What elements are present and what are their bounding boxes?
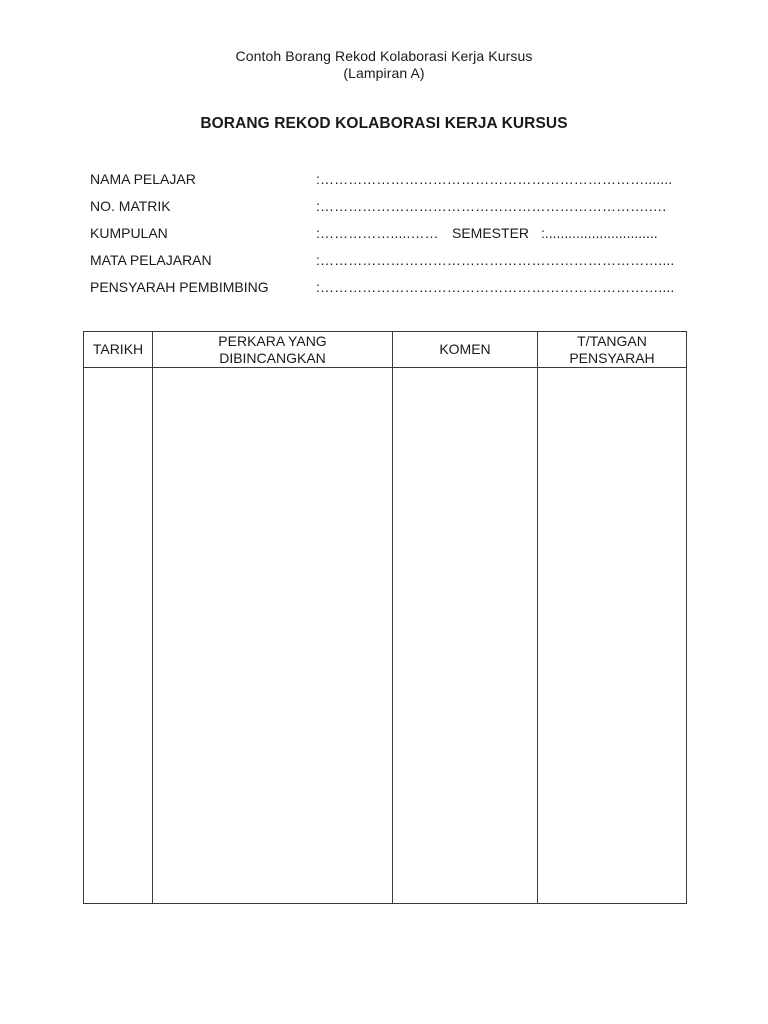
field-label: MATA PELAJARAN	[90, 252, 212, 268]
field-fill-line[interactable]: :…………………………………………………………….......	[316, 171, 673, 187]
cell-perkara[interactable]	[153, 368, 393, 904]
column-header-line: T/TANGAN	[577, 332, 647, 349]
record-table	[83, 331, 687, 904]
field-fill-line[interactable]: :………………………………………………………………....	[316, 252, 675, 268]
semester-fill-line[interactable]: :.............................	[541, 225, 658, 241]
form-title: BORANG REKOD KOLABORASI KERJA KURSUS	[200, 115, 568, 132]
semester-label: SEMESTER	[452, 225, 530, 241]
column-header-komen	[393, 332, 538, 368]
cell-tarikh[interactable]	[84, 368, 153, 904]
column-header-line: PENSYARAH	[569, 349, 655, 366]
field-label: NAMA PELAJAR	[90, 171, 196, 187]
cell-tandatangan[interactable]	[538, 368, 687, 904]
cell-komen[interactable]	[393, 368, 538, 904]
field-no-matrik	[90, 198, 690, 218]
column-header-tarikh	[84, 332, 153, 368]
field-kumpulan	[90, 225, 690, 245]
table-row	[84, 368, 687, 904]
column-header-line: PERKARA YANG	[218, 332, 327, 349]
field-fill-line[interactable]: :………………………………………………………………....	[316, 279, 675, 295]
field-pensyarah-pembimbing	[90, 279, 690, 299]
column-header-line: KOMEN	[439, 341, 491, 357]
field-fill-line[interactable]: :…………………………………………………………….….	[316, 198, 667, 214]
field-label: PENSYARAH PEMBIMBING	[90, 279, 269, 295]
header-line-1: Contoh Borang Rekod Kolaborasi Kerja Kursus	[235, 48, 533, 64]
column-header-perkara	[153, 332, 393, 368]
field-fill-line[interactable]: :…………….....……	[316, 225, 439, 241]
header-line-2: (Lampiran A)	[343, 65, 425, 81]
field-nama-pelajar	[90, 171, 690, 191]
field-label: NO. MATRIK	[90, 198, 171, 214]
column-header-line: DIBINCANGKAN	[219, 349, 326, 366]
column-header-tandatangan	[538, 332, 687, 368]
field-label: KUMPULAN	[90, 225, 168, 241]
field-mata-pelajaran	[90, 252, 690, 272]
table-header-row	[84, 332, 687, 368]
column-header-line: TARIKH	[92, 341, 144, 357]
